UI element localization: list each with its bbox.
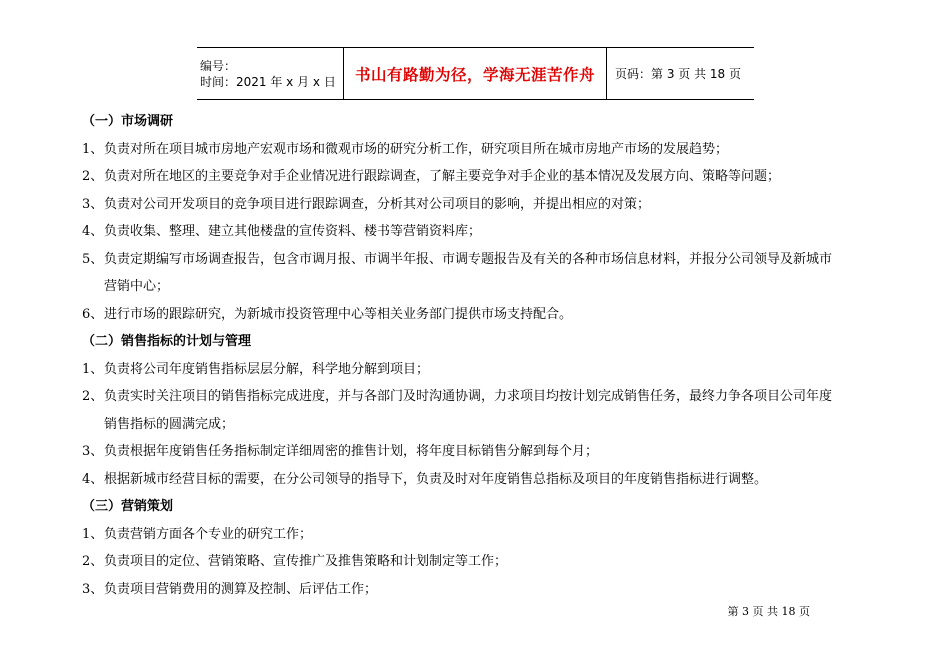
list-item [82, 218, 882, 246]
list-item-number: 2、 [82, 169, 104, 184]
list-item-text: 负责营销方面各个专业的研究工作； [104, 526, 313, 542]
list-item-continuation [82, 273, 882, 301]
list-item-number: 2、 [82, 554, 104, 569]
section-heading: （三）营销策划 [82, 499, 174, 514]
list-item-text: 负责对所在项目城市房地产宏观市场和微观市场的研究分析工作，研究项目所在城市房地产市场的发展趋势； [104, 141, 729, 157]
list-item [82, 301, 882, 329]
list-item [82, 163, 882, 191]
list-item [82, 136, 882, 164]
list-item-number: 4、 [82, 471, 104, 487]
list-item-continuation [82, 411, 882, 439]
list-item-number: 1、 [82, 141, 104, 157]
list-item-text: 负责将公司年度销售指标层层分解，科学地分解到项目； [104, 361, 430, 377]
list-item-number: 2、 [82, 389, 104, 404]
list-item-number: 3、 [82, 444, 104, 459]
header-motto: 书山有路勤为径，学海无涯苦作舟 [354, 65, 595, 84]
list-item-text: 负责定期编写市场调查报告，包含市调月报、市调半年报、市调专题报告及有关的各种市场信息材料，并报分公司领导及新城市 [104, 251, 833, 267]
section-heading: （一）市场调研 [82, 114, 174, 129]
header-page-code: 页码：第 3 页 共 18 页 [615, 67, 741, 81]
document-number-label: 编号： [200, 58, 237, 73]
section-heading: （二）销售指标的计划与管理 [82, 334, 252, 349]
list-item-text: 负责根据年度销售任务指标制定详细周密的推售计划，将年度目标销售分解到每个月； [104, 444, 599, 459]
list-item-text: 进行市场的跟踪研究，为新城市投资管理中心等相关业务部门提供市场支持配合。 [104, 306, 573, 322]
list-item-text: 负责实时关注项目的销售指标完成进度，并与各部门及时沟通协调，力求项目均按计划完成销售任务，最终力争各项目公司年度 [104, 389, 833, 404]
document-body [82, 108, 882, 603]
list-item [82, 383, 882, 411]
list-item-number: 3、 [82, 581, 104, 597]
header-motto-cell [343, 48, 607, 99]
list-item [82, 191, 882, 219]
list-item [82, 548, 882, 576]
list-item-number: 1、 [82, 361, 104, 377]
list-item-number: 6、 [82, 306, 104, 322]
document-date: 时间：2021 年 x 月 x 日 [200, 74, 336, 89]
list-item [82, 246, 882, 274]
header-page-cell [607, 48, 754, 99]
list-item-number: 4、 [82, 224, 104, 239]
list-item-text: 销售指标的圆满完成； [104, 416, 235, 432]
list-item-text: 负责收集、整理、建立其他楼盘的宣传资料、楼书等营销资料库； [104, 224, 482, 239]
list-item [82, 356, 882, 384]
list-item [82, 466, 882, 494]
list-item-text: 营销中心； [104, 279, 170, 294]
list-item-number: 5、 [82, 251, 104, 267]
page-header [197, 47, 754, 100]
list-item-number: 3、 [82, 196, 104, 212]
list-item [82, 521, 882, 549]
list-item [82, 438, 882, 466]
page-footer: 第 3 页 共 18 页 [727, 605, 810, 618]
list-item-text: 负责项目的定位、营销策略、宣传推广及推售策略和计划制定等工作； [104, 554, 508, 569]
list-item-number: 1、 [82, 526, 104, 542]
list-item-text: 负责对公司开发项目的竞争项目进行跟踪调查，分析其对公司项目的影响，并提出相应的对策； [104, 196, 651, 212]
header-info-cell [197, 48, 343, 99]
list-item [82, 576, 882, 604]
list-item-text: 根据新城市经营目标的需要，在分公司领导的指导下，负责及时对年度销售总指标及项目的年度销售指标进行调整。 [104, 471, 768, 487]
list-item-text: 负责对所在地区的主要竞争对手企业情况进行跟踪调查，了解主要竞争对手企业的基本情况及发展方向、策略等问题； [104, 169, 781, 184]
list-item-text: 负责项目营销费用的测算及控制、后评估工作； [104, 581, 378, 597]
